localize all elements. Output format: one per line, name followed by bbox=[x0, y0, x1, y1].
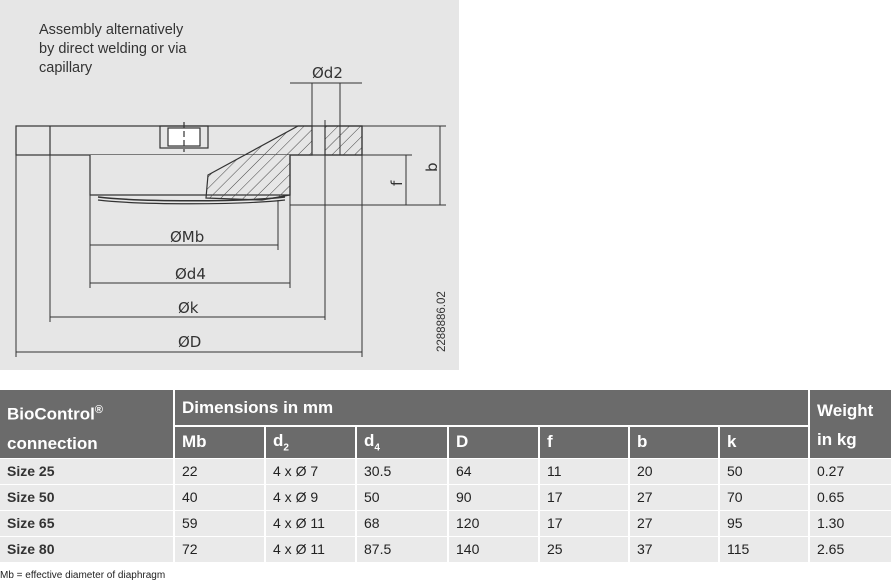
cell-f: 25 bbox=[538, 536, 628, 562]
row-size: Size 65 bbox=[0, 510, 173, 536]
cell-b: 37 bbox=[628, 536, 718, 562]
cell-mb: 22 bbox=[173, 458, 264, 484]
cell-d2: 4 x Ø 11 bbox=[264, 510, 355, 536]
table-row bbox=[0, 510, 891, 536]
dimensions-table bbox=[0, 390, 891, 562]
row-size: Size 25 bbox=[0, 458, 173, 484]
D-label: ØD bbox=[178, 333, 202, 351]
cell-k: 95 bbox=[718, 510, 808, 536]
cell-d2: 4 x Ø 7 bbox=[264, 458, 355, 484]
cell-f: 17 bbox=[538, 510, 628, 536]
table-row bbox=[0, 536, 891, 562]
cell-D: 120 bbox=[447, 510, 538, 536]
cell-d4: 68 bbox=[355, 510, 447, 536]
cell-mb: 72 bbox=[173, 536, 264, 562]
section-hatch-right bbox=[325, 126, 362, 155]
cell-d2: 4 x Ø 9 bbox=[264, 484, 355, 510]
note-line: capillary bbox=[39, 60, 93, 76]
row-size: Size 80 bbox=[0, 536, 173, 562]
footnote: Mb = effective diameter of diaphragm bbox=[0, 570, 166, 581]
b-label: b bbox=[423, 162, 441, 172]
note-line: by direct welding or via bbox=[39, 41, 187, 57]
cell-weight: 2.65 bbox=[808, 536, 891, 562]
cell-D: 64 bbox=[447, 458, 538, 484]
weight-header: Weight in kg bbox=[808, 390, 891, 458]
connection-header: BioControl® connection bbox=[0, 390, 173, 458]
cell-D: 90 bbox=[447, 484, 538, 510]
cell-f: 17 bbox=[538, 484, 628, 510]
cell-d2: 4 x Ø 11 bbox=[264, 536, 355, 562]
cell-weight: 0.65 bbox=[808, 484, 891, 510]
col-header-mb: Mb bbox=[173, 427, 264, 457]
dimension-lines bbox=[16, 83, 446, 357]
cell-d4: 30.5 bbox=[355, 458, 447, 484]
cell-b: 27 bbox=[628, 510, 718, 536]
cell-k: 70 bbox=[718, 484, 808, 510]
col-header-d4: $d_4$ bbox=[355, 427, 447, 457]
dimensions-header: Dimensions in mm bbox=[173, 390, 808, 427]
cell-f: 11 bbox=[538, 458, 628, 484]
note-line: Assembly alternatively bbox=[39, 22, 184, 38]
cell-D: 140 bbox=[447, 536, 538, 562]
cell-b: 20 bbox=[628, 458, 718, 484]
bolt-hole-lines bbox=[312, 83, 340, 320]
technical-drawing bbox=[0, 0, 459, 370]
cell-weight: 1.30 bbox=[808, 510, 891, 536]
f-label: f bbox=[388, 180, 406, 186]
cell-k: 115 bbox=[718, 536, 808, 562]
cell-weight: 0.27 bbox=[808, 458, 891, 484]
assembly-note bbox=[39, 21, 269, 78]
cell-d4: 87.5 bbox=[355, 536, 447, 562]
table-row bbox=[0, 484, 891, 510]
col-header-b: b bbox=[628, 427, 718, 457]
cell-k: 50 bbox=[718, 458, 808, 484]
d4-label: Ød4 bbox=[175, 265, 206, 283]
col-header-D: D bbox=[447, 427, 538, 457]
table-header-row bbox=[0, 390, 891, 427]
cell-mb: 59 bbox=[173, 510, 264, 536]
cell-b: 27 bbox=[628, 484, 718, 510]
k-label: Øk bbox=[178, 299, 199, 317]
mb-label: ØMb bbox=[170, 228, 205, 246]
row-size: Size 50 bbox=[0, 484, 173, 510]
col-header-f: f bbox=[538, 427, 628, 457]
cell-d4: 50 bbox=[355, 484, 447, 510]
cell-mb: 40 bbox=[173, 484, 264, 510]
col-header-k: k bbox=[718, 427, 808, 457]
d2-label: Ød2 bbox=[312, 64, 343, 82]
table-row bbox=[0, 458, 891, 484]
document-number: 2288886.02 bbox=[436, 291, 448, 352]
col-header-d2: $d_2$ bbox=[264, 427, 355, 457]
